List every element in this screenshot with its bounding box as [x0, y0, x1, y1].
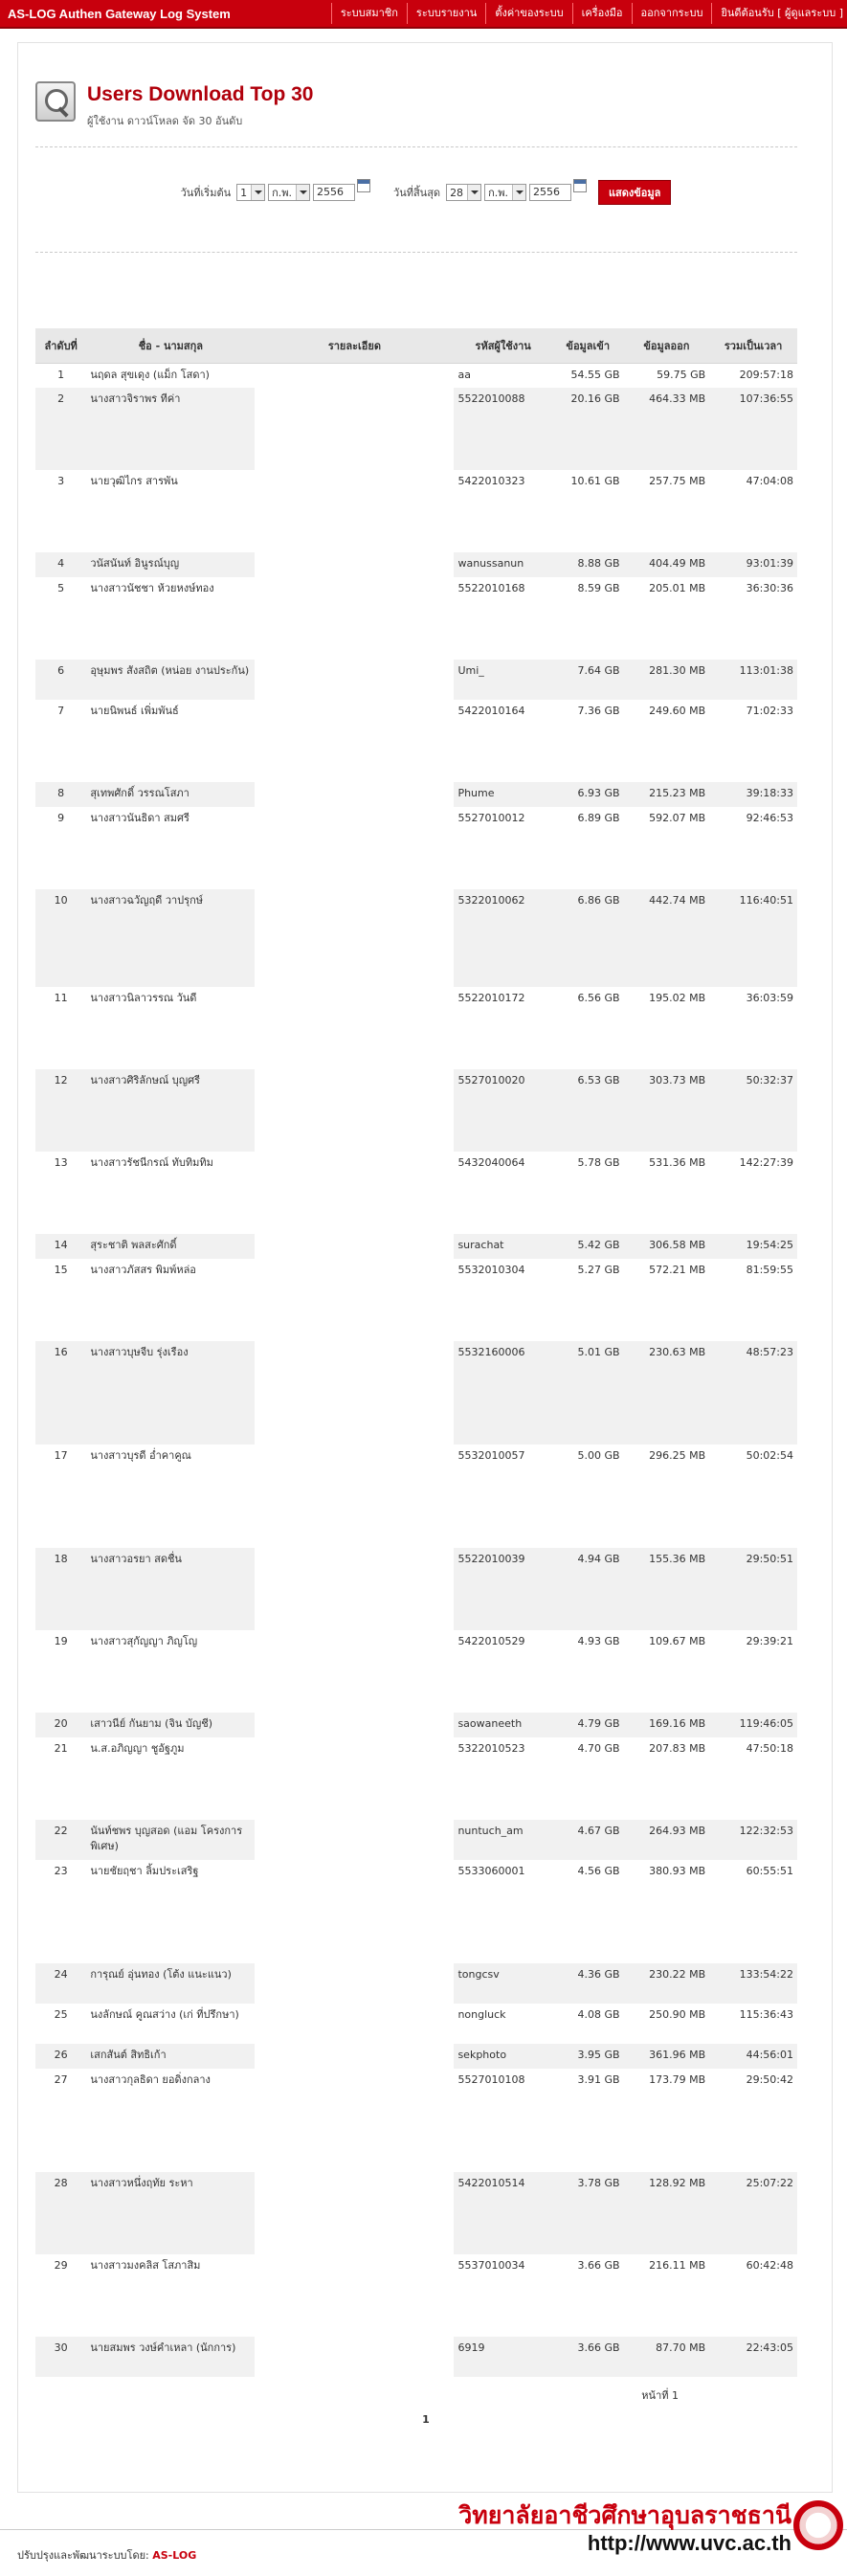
col-total-time: รวมเป็นเวลา [709, 328, 797, 363]
data-in-cell: 5.01 GB [552, 1341, 624, 1445]
total-time-cell: 116:40:51 [709, 889, 797, 987]
table-row [35, 2069, 797, 2172]
total-time-cell: 81:59:55 [746, 1264, 793, 1276]
username-cell: aa [457, 368, 471, 381]
col-rank: ลำดับที่ [35, 328, 86, 363]
data-out-cell: 128.92 MB [624, 2172, 710, 2254]
detail-cell [255, 1820, 454, 1860]
detail-cell [255, 782, 454, 807]
data-out-cell: 264.93 MB [624, 1820, 710, 1860]
main-menu [331, 0, 847, 28]
username-cell: 5532010057 [457, 1449, 525, 1462]
username-cell: 5422010529 [457, 1635, 525, 1647]
end-date-label: วันที่สิ้นสุด [393, 187, 441, 199]
col-username: รหัสผู้ใช้งาน [454, 328, 551, 363]
detail-cell [255, 1548, 454, 1630]
username-cell: 5522010088 [454, 388, 551, 470]
rank-cell: 24 [35, 1963, 86, 2004]
end-month-select[interactable]: ก.พ. [484, 184, 526, 201]
total-time-cell: 107:36:55 [709, 388, 797, 470]
table-row [35, 2044, 797, 2069]
table-row [35, 1630, 797, 1713]
pagination-current-page[interactable]: 1 [422, 2413, 430, 2426]
data-out-cell: 404.49 MB [624, 552, 710, 577]
name-cell: นายชัยฤชา ลิ้มประเสริฐ [90, 1865, 199, 1877]
name-cell: น.ส.อภิญญา ชูอัฐภูม [90, 1742, 185, 1755]
table-row [35, 1341, 797, 1445]
data-in-cell: 4.56 GB [577, 1865, 620, 1877]
menu-logout[interactable]: ออกจากระบบ [632, 3, 712, 24]
rank-cell: 28 [35, 2172, 86, 2254]
end-day-select[interactable]: 28 [446, 184, 481, 201]
table-header-row [35, 328, 797, 363]
data-out-cell: 257.75 MB [649, 475, 706, 487]
detail-cell [255, 1445, 454, 1548]
menu-reports[interactable]: ระบบรายงาน [407, 3, 485, 24]
table-row [35, 2004, 797, 2044]
data-in-cell: 6.93 GB [552, 782, 624, 807]
calendar-icon[interactable] [573, 179, 587, 192]
table-row [35, 2172, 797, 2254]
total-time-cell: 29:50:51 [709, 1548, 797, 1630]
total-time-cell: 48:57:23 [709, 1341, 797, 1445]
name-cell: สุระชาติ พลสะศักดิ์ [86, 1234, 255, 1259]
data-in-cell: 3.66 GB [577, 2259, 620, 2272]
divider [35, 252, 797, 253]
detail-cell [255, 660, 454, 700]
data-out-cell: 195.02 MB [649, 992, 706, 1004]
table-row [35, 1234, 797, 1259]
chevron-down-icon [296, 185, 309, 200]
data-out-cell: 216.11 MB [649, 2259, 706, 2272]
data-in-cell: 3.78 GB [552, 2172, 624, 2254]
data-in-cell: 10.61 GB [570, 475, 620, 487]
detail-cell [255, 1860, 454, 1963]
name-cell: นงลักษณ์ คูณสว่าง (เก่ ที่ปรึกษา) [90, 2008, 239, 2021]
data-out-cell: 306.58 MB [624, 1234, 710, 1259]
username-cell: Phume [454, 782, 551, 807]
divider [35, 146, 797, 147]
data-in-cell: 4.36 GB [552, 1963, 624, 2004]
username-cell: 5533060001 [457, 1865, 525, 1877]
show-data-button[interactable]: แสดงข้อมูล [598, 180, 671, 205]
username-cell: Umi_ [454, 660, 551, 700]
detail-cell [255, 1341, 454, 1445]
data-in-cell: 8.88 GB [552, 552, 624, 577]
data-in-cell: 3.95 GB [552, 2044, 624, 2069]
total-time-cell: 133:54:22 [709, 1963, 797, 2004]
total-time-cell: 47:50:18 [746, 1742, 793, 1755]
total-time-cell: 119:46:05 [709, 1713, 797, 1737]
page-header [35, 81, 314, 129]
detail-cell [255, 987, 454, 1069]
username-cell: 5537010034 [457, 2259, 525, 2272]
table-row [35, 2254, 797, 2337]
table-row [35, 1963, 797, 2004]
rank-cell: 18 [35, 1548, 86, 1630]
data-out-cell: 169.16 MB [624, 1713, 710, 1737]
table-row [35, 552, 797, 577]
name-cell: นฤดล สุขเดุง (แม็ก โสดา) [90, 368, 210, 381]
name-cell: อุษุมพร สังสถิต (หน่อย งานประกัน) [86, 660, 255, 700]
welcome-user: ยินดีต้อนรับ [ ผู้ดูแลระบบ ] [711, 3, 847, 24]
menu-members[interactable]: ระบบสมาชิก [331, 3, 407, 24]
data-out-cell: 59.75 GB [657, 368, 706, 381]
data-out-cell: 173.79 MB [649, 2073, 706, 2086]
name-cell: นางสาวอรยา สดชื่น [86, 1548, 255, 1630]
table-row [35, 577, 797, 660]
footer-label: ปรับปรุงและพัฒนาระบบโดย: [17, 2549, 149, 2562]
total-time-cell: 209:57:18 [739, 368, 793, 381]
rank-cell: 7 [57, 705, 65, 717]
detail-cell [255, 363, 454, 388]
table-row [35, 807, 797, 889]
col-data-in: ข้อมูลเข้า [552, 328, 624, 363]
app-title: AS-LOG Authen Gateway Log System [8, 6, 231, 21]
rank-cell: 4 [35, 552, 86, 577]
name-cell: นางสาวรัชนีกรณ์ ทับทิมทิม [90, 1156, 213, 1169]
data-in-cell: 6.53 GB [552, 1069, 624, 1152]
username-cell: tongcsv [454, 1963, 551, 2004]
start-day-select[interactable]: 1 [236, 184, 265, 201]
username-cell: 5532160006 [454, 1341, 551, 1445]
total-time-cell: 19:54:25 [709, 1234, 797, 1259]
data-out-cell: 296.25 MB [649, 1449, 706, 1462]
data-in-cell: 3.91 GB [577, 2073, 620, 2086]
data-out-cell: 303.73 MB [624, 1069, 710, 1152]
start-year-input[interactable]: 2556 [313, 184, 355, 201]
menu-tools[interactable]: เครื่องมือ [572, 3, 632, 24]
name-cell: เสาวนีย์ กันยาม (จิน บัญชี) [86, 1713, 255, 1737]
data-in-cell: 7.36 GB [577, 705, 620, 717]
name-cell: การุณย์ อุ่นทอง (โต้ง แนะแนว) [86, 1963, 255, 2004]
name-cell: นางสาวสุกัญญา ภิญโญ [90, 1635, 198, 1647]
table-row [35, 1820, 797, 1860]
rank-cell: 19 [54, 1635, 68, 1647]
university-url[interactable]: http://www.uvc.ac.th [587, 2531, 791, 2555]
username-cell: 5527010020 [454, 1069, 551, 1152]
data-out-cell: 155.36 MB [624, 1548, 710, 1630]
username-cell: sekphoto [454, 2044, 551, 2069]
table-row [35, 782, 797, 807]
data-out-cell: 207.83 MB [649, 1742, 706, 1755]
magnifier-icon [35, 81, 76, 122]
total-time-cell: 93:01:39 [709, 552, 797, 577]
table-row [35, 1259, 797, 1341]
data-out-cell: 531.36 MB [649, 1156, 706, 1169]
total-time-cell: 36:03:59 [746, 992, 793, 1004]
rank-cell: 15 [54, 1264, 68, 1276]
data-in-cell: 5.42 GB [552, 1234, 624, 1259]
total-time-cell: 142:27:39 [739, 1156, 793, 1169]
name-cell: นางสาวกุลธิดา ยอดิ่งกลาง [90, 2073, 211, 2086]
col-detail: รายละเอียด [255, 328, 454, 363]
chevron-down-icon [467, 185, 480, 200]
detail-cell [255, 1630, 454, 1713]
table-row [35, 660, 797, 700]
detail-cell [255, 1069, 454, 1152]
table-row [35, 1860, 797, 1963]
username-cell: nuntuch_am [454, 1820, 551, 1860]
start-month-select[interactable]: ก.พ. [268, 184, 310, 201]
data-in-cell: 7.64 GB [552, 660, 624, 700]
username-cell: 5522010168 [457, 582, 525, 594]
name-cell: เสกสันต์ สิทธิเก้า [86, 2044, 255, 2069]
detail-cell [255, 1152, 454, 1234]
detail-cell [255, 388, 454, 470]
name-cell: นางสาวนิลาวรรณ วันดี [90, 992, 197, 1004]
username-cell: saowaneeth [454, 1713, 551, 1737]
rank-cell: 13 [54, 1156, 68, 1169]
total-time-cell: 115:36:43 [739, 2008, 793, 2021]
table-row [35, 388, 797, 470]
data-out-cell: 109.67 MB [649, 1635, 706, 1647]
table-row [35, 1548, 797, 1630]
name-cell: นางสาวภัสสร พิมพ์หล่อ [90, 1264, 196, 1276]
detail-cell [255, 2254, 454, 2337]
rank-cell: 26 [35, 2044, 86, 2069]
data-out-cell: 380.93 MB [649, 1865, 706, 1877]
total-time-cell: 47:04:08 [746, 475, 793, 487]
content-frame [17, 42, 833, 2493]
name-cell: นางสาวบุษจีบ รุ่งเรือง [86, 1341, 255, 1445]
rank-cell: 20 [35, 1713, 86, 1737]
footer-brand-link[interactable]: AS-LOG [152, 2549, 197, 2562]
data-in-cell: 5.00 GB [577, 1449, 620, 1462]
rank-cell: 27 [54, 2073, 68, 2086]
total-time-cell: 50:02:54 [746, 1449, 793, 1462]
rank-cell: 21 [54, 1742, 68, 1755]
total-time-cell: 60:42:48 [746, 2259, 793, 2272]
rank-cell: 9 [57, 812, 65, 824]
detail-cell [255, 552, 454, 577]
data-out-cell: 361.96 MB [624, 2044, 710, 2069]
rank-cell: 30 [35, 2337, 86, 2377]
name-cell: นายนิพนธ์ เพิ่มพันธ์ [90, 705, 179, 717]
data-in-cell: 4.79 GB [552, 1713, 624, 1737]
total-time-cell: 36:30:36 [746, 582, 793, 594]
data-out-cell: 249.60 MB [649, 705, 706, 717]
page-title: Users Download Top 30 [87, 83, 314, 105]
table-row [35, 889, 797, 987]
rank-cell: 12 [35, 1069, 86, 1152]
detail-cell [255, 470, 454, 552]
name-cell: สุเทพศักดิ์ วรรณโสภา [86, 782, 255, 807]
university-banner [458, 2497, 791, 2556]
data-in-cell: 4.08 GB [577, 2008, 620, 2021]
username-cell: 5527010108 [457, 2073, 525, 2086]
data-in-cell: 20.16 GB [552, 388, 624, 470]
rank-cell: 6 [35, 660, 86, 700]
username-cell: surachat [454, 1234, 551, 1259]
data-in-cell: 5.78 GB [577, 1156, 620, 1169]
detail-cell [255, 1259, 454, 1341]
table-row [35, 470, 797, 552]
university-name: วิทยาลัยอาชีวศึกษาอุบลราชธานี [458, 2501, 791, 2529]
total-time-cell: 44:56:01 [709, 2044, 797, 2069]
table-row [35, 1737, 797, 1820]
data-out-cell: 87.70 MB [624, 2337, 710, 2377]
data-out-cell: 215.23 MB [624, 782, 710, 807]
username-cell: 5422010514 [454, 2172, 551, 2254]
total-time-cell: 113:01:38 [709, 660, 797, 700]
username-cell: 5322010523 [457, 1742, 525, 1755]
data-out-cell: 250.90 MB [649, 2008, 706, 2021]
detail-cell [255, 577, 454, 660]
data-out-cell: 205.01 MB [649, 582, 706, 594]
rank-cell: 10 [35, 889, 86, 987]
table-row [35, 987, 797, 1069]
end-year-input[interactable]: 2556 [529, 184, 571, 201]
name-cell: นางสาวจิราพร ทีค่า [86, 388, 255, 470]
data-in-cell: 3.66 GB [552, 2337, 624, 2377]
table-row [35, 1069, 797, 1152]
data-in-cell: 8.59 GB [577, 582, 620, 594]
data-out-cell: 281.30 MB [624, 660, 710, 700]
detail-cell [255, 1963, 454, 2004]
calendar-icon[interactable] [357, 179, 370, 192]
detail-cell [255, 2044, 454, 2069]
rank-cell: 11 [54, 992, 68, 1004]
total-time-cell: 60:55:51 [746, 1865, 793, 1877]
data-in-cell: 4.93 GB [577, 1635, 620, 1647]
username-cell: wanussanun [454, 552, 551, 577]
col-data-out: ข้อมูลออก [624, 328, 710, 363]
menu-settings[interactable]: ตั้งค่าของระบบ [485, 3, 571, 24]
detail-cell [255, 2172, 454, 2254]
detail-cell [255, 889, 454, 987]
page-indicator: หน้าที่ 1 [641, 2389, 679, 2402]
total-time-cell: 29:50:42 [746, 2073, 793, 2086]
rank-cell: 29 [54, 2259, 68, 2272]
date-filter-form [18, 180, 834, 205]
name-cell: นางสาวมงคลิส โสภาสิม [90, 2259, 201, 2272]
detail-cell [255, 1737, 454, 1820]
total-time-cell: 25:07:22 [709, 2172, 797, 2254]
detail-cell [255, 700, 454, 782]
total-time-cell: 50:32:37 [709, 1069, 797, 1152]
name-cell: นางสาวนันธิดา สมศรี [90, 812, 189, 824]
data-in-cell: 54.55 GB [570, 368, 620, 381]
table-row [35, 700, 797, 782]
page-subtitle: ผู้ใช้งาน ดาวน์โหลด จัด 30 อันดับ [87, 115, 243, 127]
username-cell: nongluck [457, 2008, 506, 2021]
data-in-cell: 6.89 GB [577, 812, 620, 824]
rank-cell: 5 [57, 582, 65, 594]
data-in-cell: 4.67 GB [552, 1820, 624, 1860]
data-in-cell: 4.70 GB [577, 1742, 620, 1755]
username-cell: 5532010304 [457, 1264, 525, 1276]
username-cell: 5432040064 [457, 1156, 525, 1169]
start-date-label: วันที่เริ่มต้น [180, 187, 232, 199]
detail-cell [255, 2069, 454, 2172]
name-cell: นางสาวนัชชา ห้วยหงษ์ทอง [90, 582, 214, 594]
table-row [35, 363, 797, 388]
university-seal-icon [793, 2500, 843, 2550]
data-out-cell: 442.74 MB [624, 889, 710, 987]
total-time-cell: 39:18:33 [709, 782, 797, 807]
rank-cell: 14 [35, 1234, 86, 1259]
username-cell: 5527010012 [457, 812, 525, 824]
username-cell: 5522010039 [454, 1548, 551, 1630]
detail-cell [255, 2004, 454, 2044]
detail-cell [255, 2337, 454, 2377]
total-time-cell: 122:32:53 [709, 1820, 797, 1860]
detail-cell [255, 1713, 454, 1737]
table-row [35, 1152, 797, 1234]
total-time-cell: 71:02:33 [746, 705, 793, 717]
data-out-cell: 572.21 MB [649, 1264, 706, 1276]
detail-cell [255, 807, 454, 889]
username-cell: 5522010172 [457, 992, 525, 1004]
top-navigation-bar [0, 0, 847, 29]
rank-cell: 8 [35, 782, 86, 807]
name-cell: นางสาวฉวัญฤดี วาปรุกษ์ [86, 889, 255, 987]
username-cell: 5322010062 [454, 889, 551, 987]
name-cell: นางสาวหนึ่งฤทัย ระหา [86, 2172, 255, 2254]
data-out-cell: 230.63 MB [624, 1341, 710, 1445]
username-cell: 5422010323 [457, 475, 525, 487]
name-cell: วนัสนันท์ อินูรณ์บุญ [86, 552, 255, 577]
rank-cell: 23 [54, 1865, 68, 1877]
total-time-cell: 29:39:21 [746, 1635, 793, 1647]
footer-credit [17, 2546, 196, 2564]
table-row [35, 2337, 797, 2377]
total-time-cell: 92:46:53 [746, 812, 793, 824]
download-table [35, 328, 797, 2377]
rank-cell: 25 [54, 2008, 68, 2021]
rank-cell: 3 [57, 475, 65, 487]
name-cell: นางสาวศิริลักษณ์ บุญศรี [86, 1069, 255, 1152]
detail-cell [255, 1234, 454, 1259]
rank-cell: 1 [57, 368, 65, 381]
data-in-cell: 5.27 GB [577, 1264, 620, 1276]
name-cell: นันท์ชพร บุญสอด (แอม โครงการพิเศษ) [86, 1820, 255, 1860]
data-out-cell: 230.22 MB [624, 1963, 710, 2004]
name-cell: นายสมพร วงษ์คำเหลา (นักการ) [86, 2337, 255, 2377]
table-row [35, 1445, 797, 1548]
rank-cell: 16 [35, 1341, 86, 1445]
rank-cell: 2 [35, 388, 86, 470]
name-cell: นายวุฒิไกร สารพัน [90, 475, 178, 487]
table-row [35, 1713, 797, 1737]
data-in-cell: 6.56 GB [577, 992, 620, 1004]
data-out-cell: 592.07 MB [649, 812, 706, 824]
rank-cell: 17 [54, 1449, 68, 1462]
chevron-down-icon [251, 185, 264, 200]
username-cell: 5422010164 [457, 705, 525, 717]
rank-cell: 22 [35, 1820, 86, 1860]
col-name: ชื่อ - นามสกุล [86, 328, 255, 363]
total-time-cell: 22:43:05 [709, 2337, 797, 2377]
data-out-cell: 464.33 MB [624, 388, 710, 470]
data-in-cell: 6.86 GB [552, 889, 624, 987]
username-cell: 6919 [454, 2337, 551, 2377]
chevron-down-icon [512, 185, 525, 200]
data-in-cell: 4.94 GB [552, 1548, 624, 1630]
name-cell: นางสาวบุรดี อ่ำคาคูณ [90, 1449, 191, 1462]
